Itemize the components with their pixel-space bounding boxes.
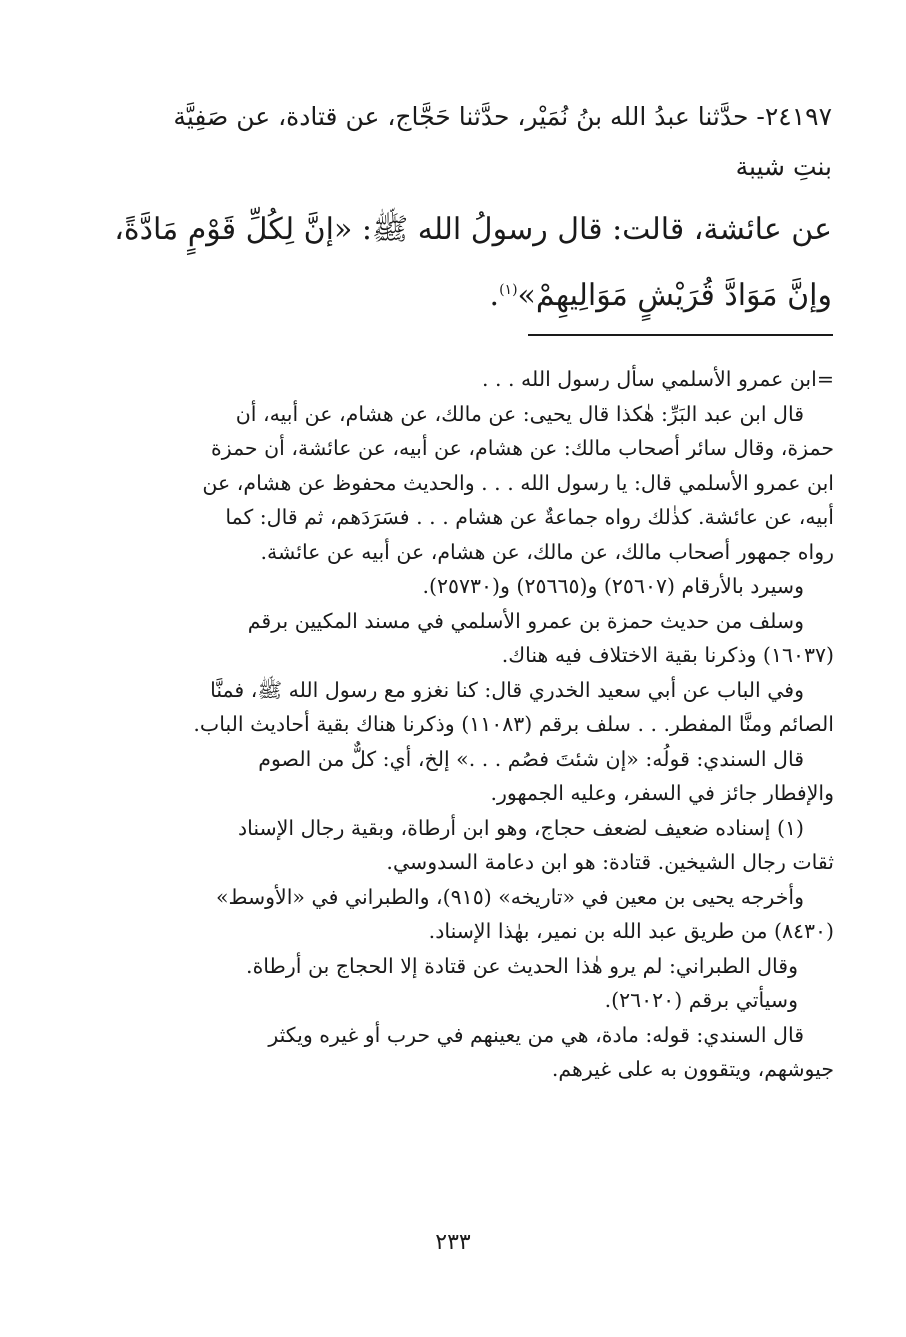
footnote-line: قال السندي: قوله: مادة، هي من يعينهم في حرب أو غيره ويكثر <box>268 1022 804 1047</box>
footnote-continuation <box>134 362 834 397</box>
footnote-line: ابن عمرو الأسلمي قال: يا رسول الله . . . والحديث محفوظ عن هشام، عن <box>202 470 834 495</box>
hadith-matn-end: . <box>489 278 500 313</box>
footnote-paragraph-fil-bab <box>134 673 834 742</box>
footnote-paragraph-sayarid <box>134 569 834 604</box>
hadith-isnad-line-1: ٢٤١٩٧- حدَّثنا عبدُ الله بنُ نُمَيْر، حدَّثنا حَجَّاج، عن قتادة، عن صَفِيَّة <box>173 102 832 131</box>
footnote-1-isnad-grading <box>134 811 834 880</box>
footnote-line: رواه جمهور أصحاب مالك، عن مالك، عن هشام، عن أبيه عن عائشة. <box>260 539 834 564</box>
footnote-line: وقال الطبراني: لم يرو هٰذا الحديث عن قتادة إلا الحجاج بن أرطاة. <box>246 953 798 978</box>
footnote-line: وسيرد بالأرقام (٢٥٦٠٧) و(٢٥٦٦٥) و(٢٥٧٣٠). <box>422 574 804 598</box>
footnote-line: وسيأتي برقم (٢٦٠٢٠). <box>604 988 798 1012</box>
footnote-1-takhrij <box>134 880 834 949</box>
footnote-line: والإفطار جائز في السفر، وعليه الجمهور. <box>490 781 834 805</box>
hadith-matn <box>114 200 832 326</box>
footnote-line: (٨٤٣٠) من طريق عبد الله بن نمير، بهٰذا الإسناد. <box>428 919 834 943</box>
footnote-line: ثقات رجال الشيخين. قتادة: هو ابن دعامة السدوسي. <box>386 850 834 874</box>
footnote-1-sindi <box>134 1018 834 1087</box>
footnote-1-sayati <box>134 983 834 1018</box>
footnote-line: جيوشهم، ويتقوون به على غيرهم. <box>551 1057 834 1081</box>
footnote-line: =ابن عمرو الأسلمي سأل رسول الله . . . <box>481 367 834 391</box>
footnote-line: (١) إسناده ضعيف لضعف حجاج، وهو ابن أرطاة، وبقية رجال الإسناد <box>238 815 804 840</box>
hadith-isnad-line-2: بنتِ شيبة <box>735 152 832 181</box>
footnote-line: حمزة، وقال سائر أصحاب مالك: عن هشام، عن أبيه، عن عائشة، أن حمزة <box>211 436 834 460</box>
footnote-line: وسلف من حديث حمزة بن عمرو الأسلمي في مسند المكيين برقم <box>247 608 804 633</box>
footnote-line: قال ابن عبد البَرِّ: هٰكذا قال يحيى: عن مالك، عن هشام، عن أبيه، أن <box>235 401 804 426</box>
footnote-line: (١٦٠٣٧) وذكرنا بقية الاختلاف فيه هناك. <box>501 643 834 667</box>
footnote-line: الصائم ومنَّا المفطر. . . سلف برقم (١١٠٨٣) وذكرنا هناك بقية أحاديث الباب. <box>193 712 834 736</box>
footnote-separator-rule <box>528 334 833 336</box>
footnote-line: وفي الباب عن أبي سعيد الخدري قال: كنا نغزو مع رسول الله ﷺ، فمنَّا <box>210 677 804 702</box>
footnote-1-tabarani <box>134 949 834 984</box>
hadith-text <box>138 92 832 192</box>
footnote-line: أبيه، عن عائشة. كذٰلك رواه جماعةٌ عن هشام . . . فسَرَدَهم، ثم قال: كما <box>225 505 834 529</box>
footnote-line: قال السندي: قولُه: «إن شئتَ فصُم . . .» إلخ، أي: كلٌّ من الصوم <box>258 746 804 771</box>
footnote-reference-1: (١) <box>499 282 518 298</box>
footnote-paragraph-ibn-abd-al-barr <box>134 397 834 570</box>
hadith-matn-line-2 <box>138 260 832 326</box>
footnote-line: وأخرجه يحيى بن معين في «تاريخه» (٩١٥)، والطبراني في «الأوسط» <box>215 884 804 909</box>
footnotes-section <box>134 362 834 1087</box>
hadith-matn-line-1: عن عائشة، قالت: قال رسولُ الله ﷺ: «إنَّ لِكُلِّ قَوْمٍ مَادَّةً، <box>114 212 832 247</box>
footnote-paragraph-salaf-hamza <box>134 604 834 673</box>
hadith-matn-text: وإنَّ مَوَادَّ قُرَيْشٍ مَوَالِيهِمْ» <box>517 278 832 313</box>
page-number: ٢٣٣ <box>435 1230 471 1255</box>
footnote-paragraph-sindi-1 <box>134 742 834 811</box>
